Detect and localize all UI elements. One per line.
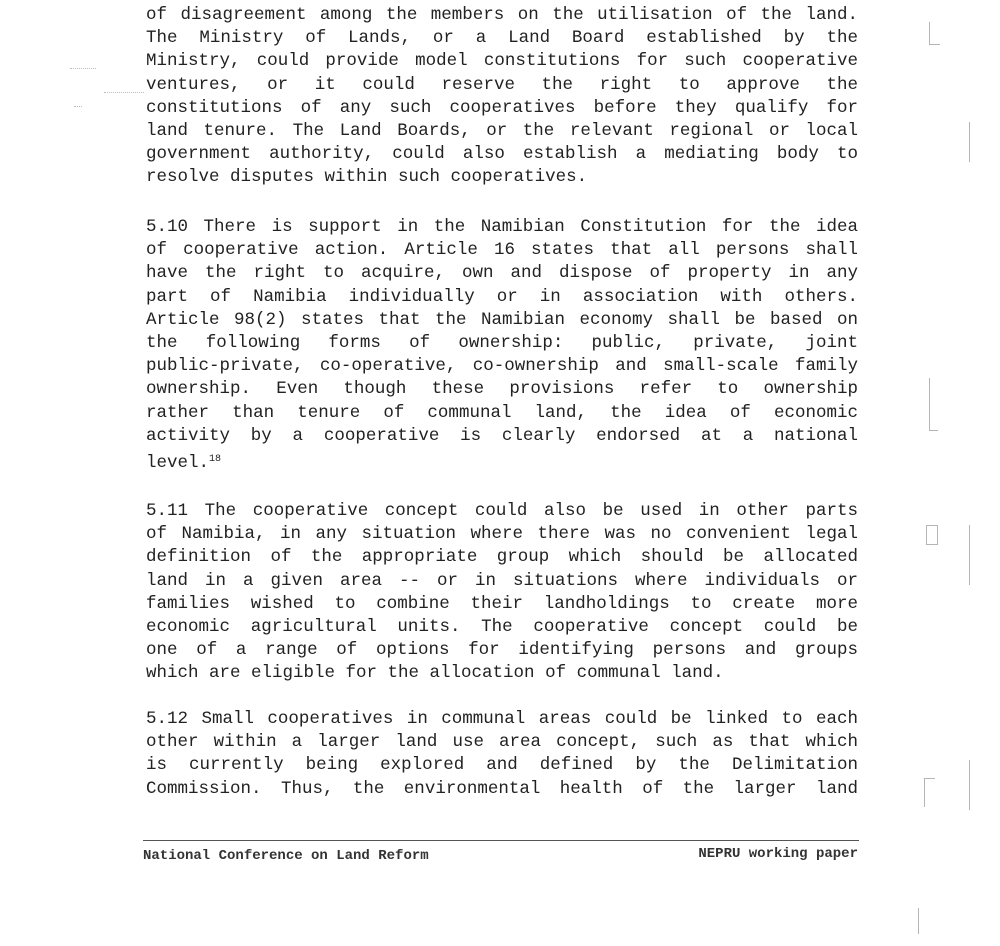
text-line: 5.12 Small cooperatives in communal areas could be linked to each (146, 709, 858, 729)
text-line: the following forms of ownership: public, private, joint (146, 332, 858, 353)
text-line: 5.11 The cooperative concept could also be used in other parts (146, 501, 858, 521)
text-line: of Namibia, in any situation where there was no convenient legal (146, 524, 858, 545)
paragraph-5-11 (146, 500, 858, 686)
scan-artifact (969, 122, 970, 162)
text-line: of disagreement among the members on the utilisation of the land. (146, 5, 858, 25)
scan-artifact (924, 778, 935, 807)
text-line: is currently being explored and defined by the Delimitation (146, 755, 858, 776)
text-line (146, 448, 858, 471)
text-line: which are eligible for the allocation of communal land. (146, 663, 724, 684)
text-line: Article 98(2) states that the Namibian economy shall be based on (146, 309, 858, 330)
scan-artifact (926, 525, 938, 545)
text-line: ventures, or it could reserve the right to approve the (146, 74, 858, 95)
footer-divider (143, 840, 859, 841)
text-line: ownership. Even though these provisions refer to ownership (146, 379, 858, 400)
paragraph-continuation (146, 4, 858, 190)
footer-conference-title: National Conference on Land Reform (143, 848, 429, 864)
scan-artifact (918, 908, 919, 934)
scan-artifact (74, 106, 82, 107)
text-line: government authority, could also establish a mediating body to (146, 144, 858, 165)
text-line: families wished to combine their landholdings to create more (146, 593, 858, 614)
text-line: The Ministry of Lands, or a Land Board established by the (146, 28, 858, 49)
scan-artifact (929, 378, 938, 431)
text-line: part of Namibia individually or in association with others. (146, 286, 858, 307)
footnote-marker: 18 (209, 453, 222, 465)
scan-artifact (969, 525, 970, 585)
text-line: one of a range of options for identifying persons and groups (146, 640, 858, 661)
text-line: rather than tenure of communal land, the idea of economic (146, 402, 858, 423)
text-line: have the right to acquire, own and dispose of property in any (146, 263, 858, 284)
text-line-content: level. (146, 452, 210, 473)
text-line: land in a given area -- or in situations where individuals or (146, 570, 858, 591)
paragraph-5-12 (146, 708, 858, 801)
scan-artifact (969, 760, 970, 810)
scan-artifact (70, 68, 96, 69)
text-line: definition of the appropriate group which should be allocated (146, 547, 858, 568)
paragraph-5-10 (146, 216, 858, 471)
text-line: activity by a cooperative is clearly endorsed at a national (146, 425, 858, 446)
text-line: other within a larger land use area concept, such as that which (146, 732, 858, 753)
text-line: land tenure. The Land Boards, or the relevant regional or local (146, 120, 858, 141)
scan-artifact (929, 22, 940, 45)
text-line: public-private, co-operative, co-ownership and small-scale family (146, 356, 858, 377)
text-line: economic agricultural units. The cooperative concept could be (146, 616, 858, 637)
footer-series-label: NEPRU working paper (698, 846, 858, 862)
scan-artifact (104, 92, 144, 93)
text-line: resolve disputes within such cooperatives. (146, 167, 588, 188)
text-line: Ministry, could provide model constitutions for such cooperative (146, 51, 858, 72)
text-line: of cooperative action. Article 16 states that all persons shall (146, 240, 858, 261)
text-line: 5.10 There is support in the Namibian Constitution for the idea (146, 217, 858, 237)
text-line: constitutions of any such cooperatives before they qualify for (146, 97, 858, 118)
text-line: Commission. Thus, the environmental health of the larger land (146, 778, 858, 799)
